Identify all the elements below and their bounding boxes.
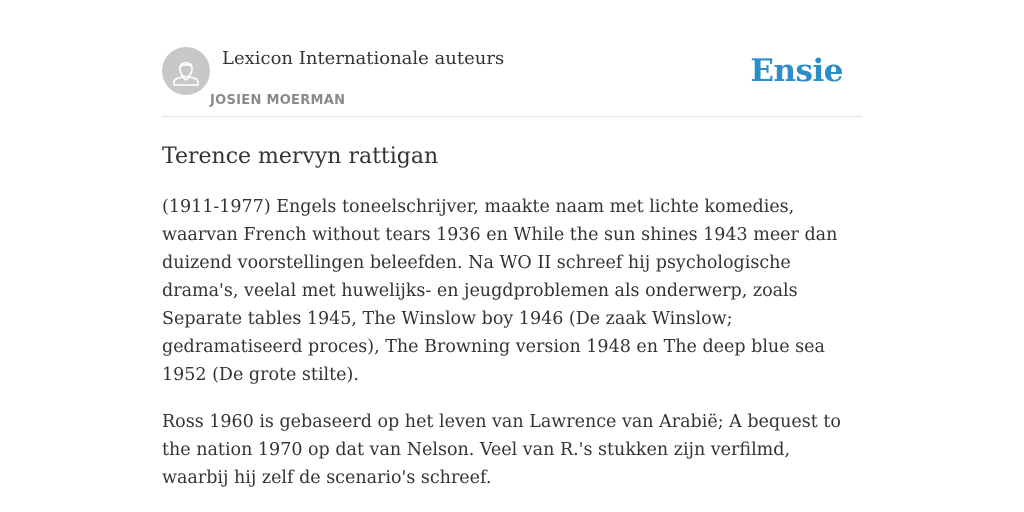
entry-header [162,46,862,117]
article-paragraph: Ross 1960 is gebaseerd op het leven van Lawrence van Arabië; A bequest to the nation 1970 op dat van Nelson. Veel van R.'s stukken zijn verfilmd, waarbij hij zelf de scenario's schreef. [162,412,841,488]
ensie-logo[interactable]: Ensie [750,53,843,89]
article-paragraph: (1911-1977) Engels toneelschrijver, maakte naam met lichte komedies, waarvan French without tears 1936 en While the sun shines 1943 meer dan duizend voorstellingen beleefden. Na WO II schreef hij psychologische drama's, veelal met huwelijks- en jeugdproblemen als onderwerp, zoals Separate tables 1945, The Winslow boy 1946 (De zaak Winslow; gedramatiseerd proces), The Browning version 1948 en The deep blue sea 1952 (De grote stilte). [162,197,838,385]
article-body [162,193,862,492]
author-name[interactable]: JOSIEN MOERMAN [210,93,346,108]
user-silhouette-icon [162,47,210,95]
entry-card [162,46,862,511]
source-title[interactable]: Lexicon Internationale auteurs [222,48,505,69]
author-avatar[interactable] [162,47,210,95]
article-title: Terence mervyn rattigan [162,144,439,169]
